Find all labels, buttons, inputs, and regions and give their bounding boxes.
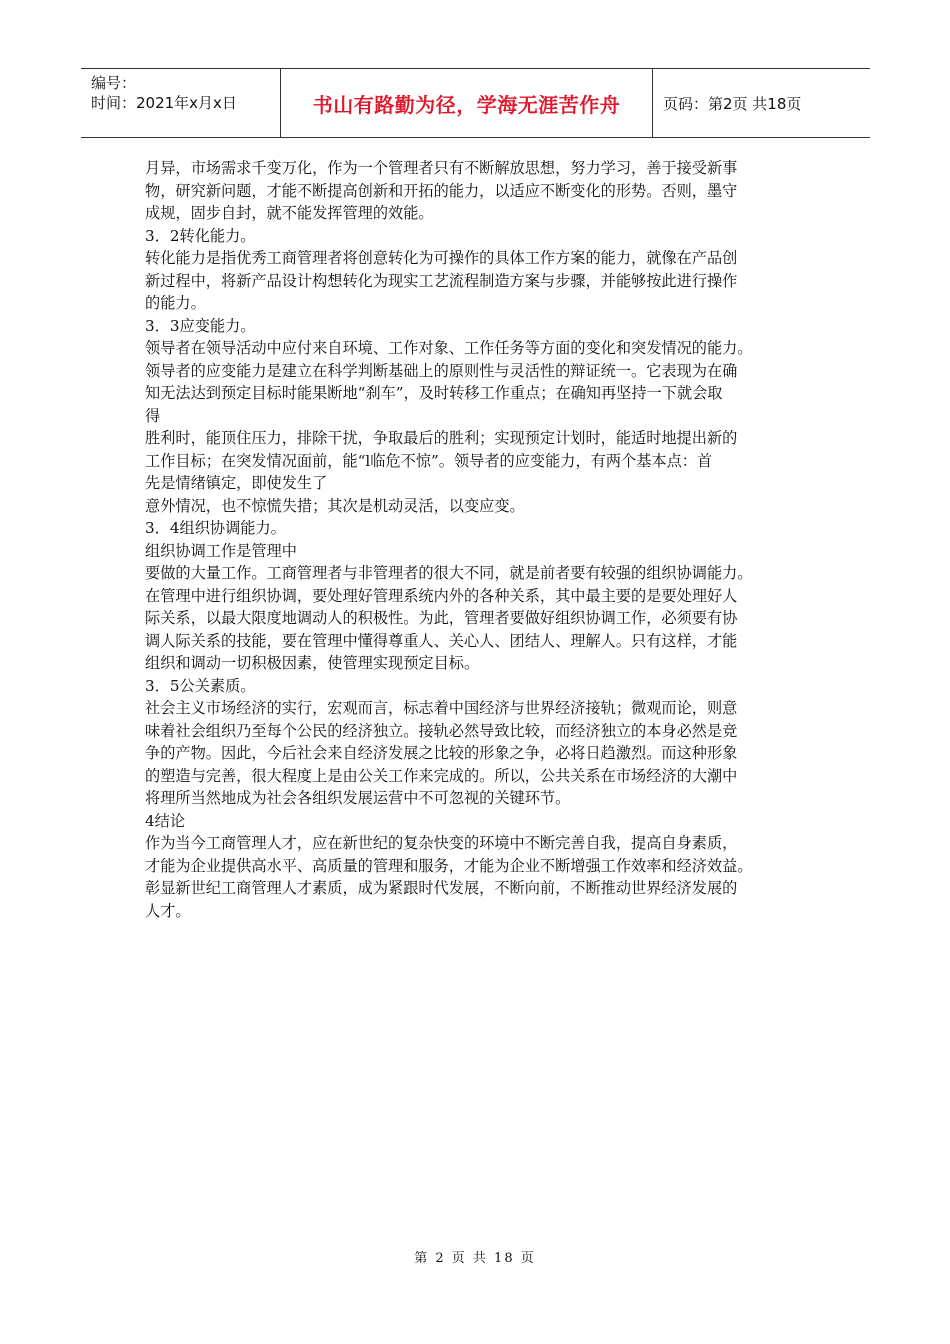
body-line: 作为当今工商管理人才，应在新世纪的复杂快变的环境中不断完善自我，提高自身素质， [145,834,738,852]
section-heading: 4结论 [145,811,186,830]
body-line: 社会主义市场经济的实行，宏观而言，标志着中国经济与世界经济接轨；微观而论，则意 [145,699,738,717]
document-body [145,157,810,922]
body-line: 转化能力是指优秀工商管理者将创意转化为可操作的具体工作方案的能力，就像在产品创 [145,249,738,267]
section-heading: 3．2转化能力。 [145,226,256,245]
section-heading: 3．3应变能力。 [145,316,256,335]
body-line: 物，研究新问题，才能不断提高创新和开拓的能力，以适应不断变化的形势。否则，墨守 [145,181,738,200]
body-line: 彰显新世纪工商管理人才素质，成为紧跟时代发展，不断向前，不断推动世界经济发展的 [145,879,738,897]
body-line: 争的产物。因此，今后社会来自经济发展之比较的形象之争，必将日趋激烈。而这种形象 [145,744,738,762]
document-date-label: 时间：2021年x月x日 [91,94,237,112]
header-meta [81,69,281,137]
body-line: 味着社会组织乃至每个公民的经济独立。接轨必然导致比较，而经济独立的本身必然是竞 [145,721,738,740]
document-number-label: 编号： [91,74,137,92]
page-footer: 第 2 页 共 18 页 [414,1251,536,1266]
body-line: 知无法达到预定目标时能果断地“刹车”，及时转移工作重点；在确知再坚持一下就会取 [145,384,723,402]
body-line: 新过程中，将新产品设计构想转化为现实工艺流程制造方案与步骤，并能够按此进行操作 [145,271,738,290]
body-line: 的能力。 [145,294,206,312]
body-line: 才能为企业提供高水平、高质量的管理和服务，才能为企业不断增强工作效率和经济效益。 [145,856,753,875]
body-line: 将理所当然地成为社会各组织发展运营中不可忽视的关键环节。 [145,789,571,807]
body-line: 先是情绪镇定，即使发生了 [145,474,328,492]
body-line: 的塑造与完善，很大程度上是由公关工作来完成的。所以，公共关系在市场经济的大潮中 [145,766,738,785]
body-line: 得 [145,406,161,425]
body-line: 人才。 [145,901,191,920]
section-heading: 3．5公关素质。 [145,676,256,695]
body-line: 领导者的应变能力是建立在科学判断基础上的原则性与灵活性的辩证统一。它表现为在确 [145,361,738,380]
body-line: 领导者在领导活动中应付来自环境、工作对象、工作任务等方面的变化和突发情况的能力。 [145,339,753,357]
body-line: 组织协调工作是管理中 [145,541,297,560]
section-heading: 3．4组织协调能力。 [145,519,286,537]
body-line: 要做的大量工作。工商管理者与非管理者的很大不同，就是前者要有较强的组织协调能力。 [145,564,753,582]
body-line: 意外情况，也不惊慌失措；其次是机动灵活，以变应变。 [145,496,525,515]
body-line: 组织和调动一切积极因素，使管理实现预定目标。 [145,654,480,672]
body-line: 际关系，以最大限度地调动人的积极性。为此，管理者要做好组织协调工作，必须要有协 [145,609,738,627]
page-header [81,68,870,138]
body-line: 胜利时，能顶住压力，排除干扰，争取最后的胜利；实现预定计划时，能适时地提出新的 [145,429,738,447]
body-line: 成规，固步自封，就不能发挥管理的效能。 [145,204,434,222]
header-motto: 书山有路勤为径，学海无涯苦作舟 [281,69,653,137]
body-line: 在管理中进行组织协调，要处理好管理系统内外的各种关系，其中最主要的是要处理好人 [145,586,738,605]
header-page-number: 页码：第2页 共18页 [663,94,802,113]
body-line: 工作目标；在突发情况面前，能“l临危不惊”。领导者的应变能力，有两个基本点：首 [145,451,713,470]
body-line: 调人际关系的技能，要在管理中懂得尊重人、关心人、团结人、理解人。只有这样，才能 [145,631,738,650]
body-line: 月异，市场需求千变万化，作为一个管理者只有不断解放思想，努力学习，善于接受新事 [145,159,738,177]
